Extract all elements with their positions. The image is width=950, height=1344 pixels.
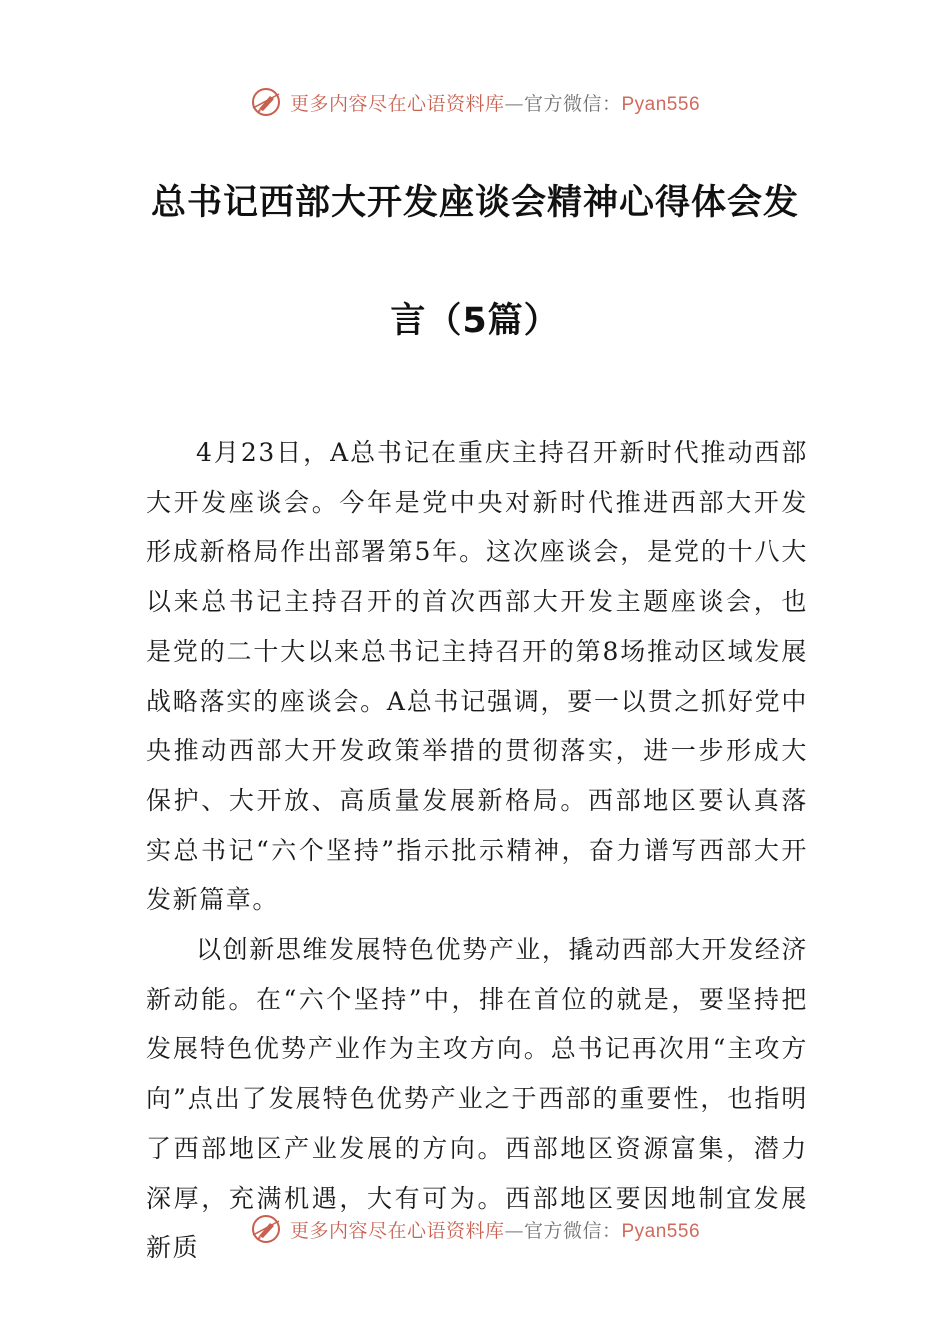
document-title-line-2: 言（5篇） — [390, 301, 560, 341]
document-title-line-1: 总书记西部大开发座谈会精神心得体会发 — [150, 183, 799, 223]
watermark-text: 更多内容尽在心语资料库—官方微信：Pyan556 — [289, 1219, 701, 1242]
footer-watermark — [0, 1209, 950, 1249]
header-watermark — [0, 82, 950, 122]
pen-nib-circle-icon — [250, 86, 282, 118]
paragraph-1: 4月23日，A总书记在重庆主持召开新时代推动西部大开发座谈会。今年是党中央对新时代推进西部大开发形成新格局作出部署第5年。这次座谈会，是党的十八大以来总书记主持召开的首次西部大开发主题座谈会，也是党的二十大以来总书记主持召开的第8场推动区域发展战略落实的座谈会。A总书记强调，要一以贯之抓好党中央推动西部大开发政策举措的贯彻落实，进一步形成大保护、大开放、高质量发展新格局。西部地区要认真落实总书记“六个坚持”指示批示精神，奋力谱写西部大开发新篇章。 — [146, 438, 808, 915]
watermark-text: 更多内容尽在心语资料库—官方微信：Pyan556 — [289, 92, 701, 115]
paragraph-2: 以创新思维发展特色优势产业，撬动西部大开发经济新动能。在“六个坚持”中，排在首位的就是，要坚持把发展特色优势产业作为主攻方向。总书记再次用“主攻方向”点出了发展特色优势产业之于西部的重要性，也指明了西部地区产业发展的方向。西部地区资源富集，潜力深厚，充满机遇，大有可为。西部地区要因地制宜发展新质 — [146, 935, 808, 1263]
pen-nib-circle-icon — [250, 1213, 282, 1245]
document-body — [146, 428, 808, 1273]
